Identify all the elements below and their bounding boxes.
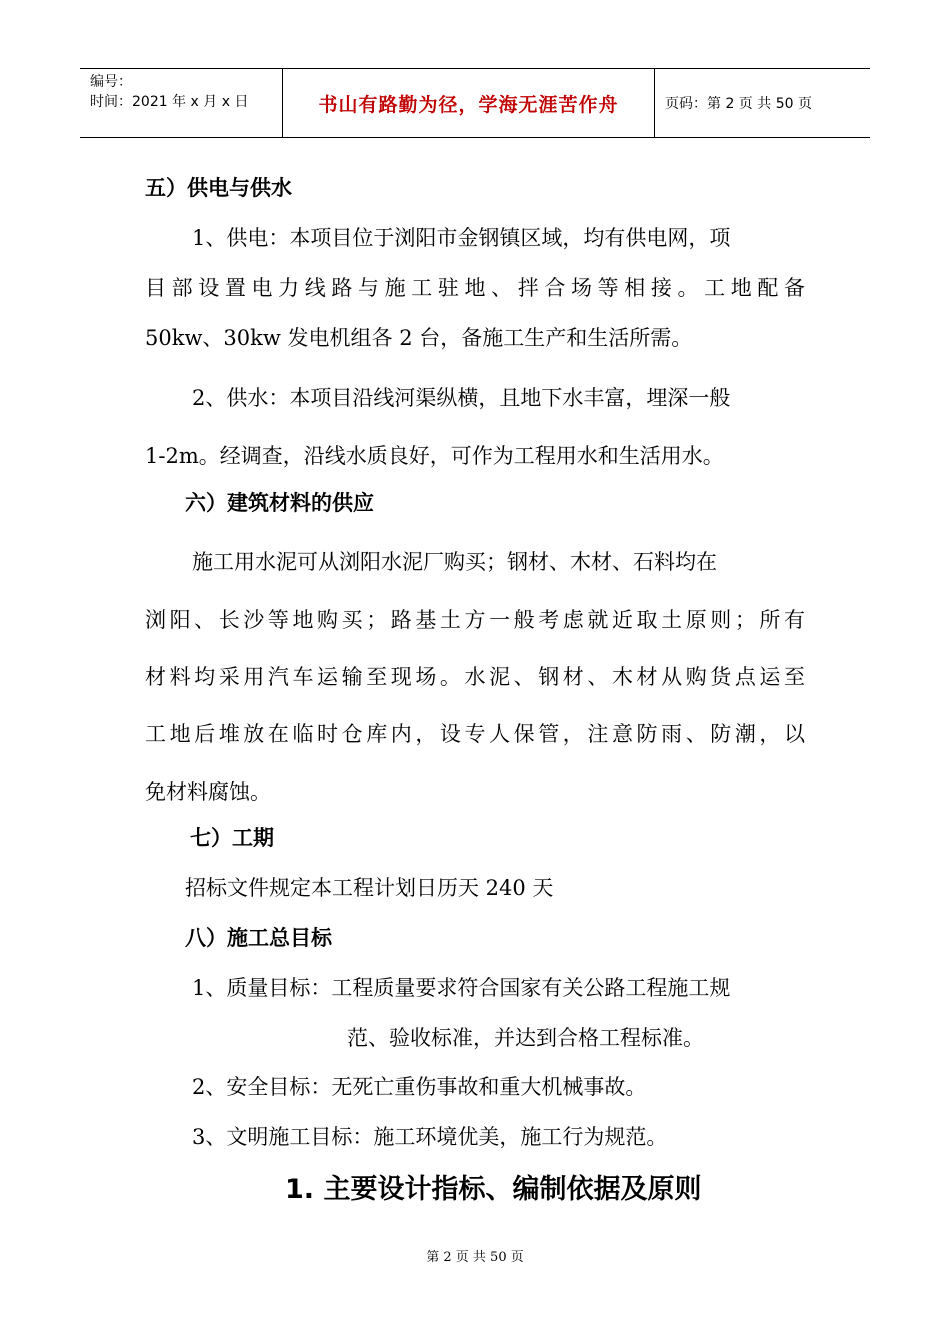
paragraph-line: 免材料腐蚀。 (145, 780, 271, 804)
header-number-label: 编号： (90, 74, 132, 90)
paragraph-line: 1-2m。经调查，沿线水质良好，可作为工程用水和生活用水。 (145, 444, 724, 468)
paragraph-line: 3、文明施工目标：施工环境优美，施工行为规范。 (192, 1125, 668, 1149)
header-time-label: 时间：2021 年 x 月 x 日 (90, 94, 249, 110)
section-8-title: 八）施工总目标 (185, 926, 332, 950)
paragraph-line: 1、质量目标：工程质量要求符合国家有关公路工程施工规 (192, 976, 731, 1000)
paragraph-line: 1、供电：本项目位于浏阳市金钢镇区域，均有供电网，项 (192, 226, 731, 250)
paragraph-line: 范、验收标准，并达到合格工程标准。 (347, 1026, 704, 1050)
paragraph-line: 浏阳、长沙等地购买；路基土方一般考虑就近取土原则；所有 (145, 608, 805, 632)
header-page-info: 页码：第 2 页 共 50 页 (665, 96, 812, 112)
footer-page-number: 第 2 页 共 50 页 (426, 1250, 524, 1265)
chapter-title: 1. 主要设计指标、编制依据及原则 (285, 1174, 702, 1205)
header-table (80, 68, 870, 138)
paragraph-line: 工地后堆放在临时仓库内，设专人保管，注意防雨、防潮，以 (145, 722, 805, 746)
header-left-cell (80, 69, 283, 137)
paragraph-line: 材料均采用汽车运输至现场。水泥、钢材、木材从购货点运至 (145, 665, 805, 689)
paragraph-line: 施工用水泥可从浏阳水泥厂购买；钢材、木材、石料均在 (192, 550, 717, 574)
section-6-title: 六）建筑材料的供应 (185, 491, 374, 515)
section-5-title: 五）供电与供水 (145, 176, 292, 200)
paragraph-line: 50kw、30kw 发电机组各 2 台，备施工生产和生活所需。 (145, 326, 693, 350)
section-7-title: 七）工期 (190, 826, 274, 850)
paragraph-line: 招标文件规定本工程计划日历天 240 天 (185, 876, 554, 900)
header-motto: 书山有路勤为径，学海无涯苦作舟 (283, 69, 655, 137)
paragraph-line: 2、供水：本项目沿线河渠纵横，且地下水丰富，埋深一般 (192, 386, 731, 410)
paragraph-line: 2、安全目标：无死亡重伤事故和重大机械事故。 (192, 1075, 647, 1099)
paragraph-line: 目部设置电力线路与施工驻地、拌合场等相接。工地配备 (145, 276, 805, 300)
